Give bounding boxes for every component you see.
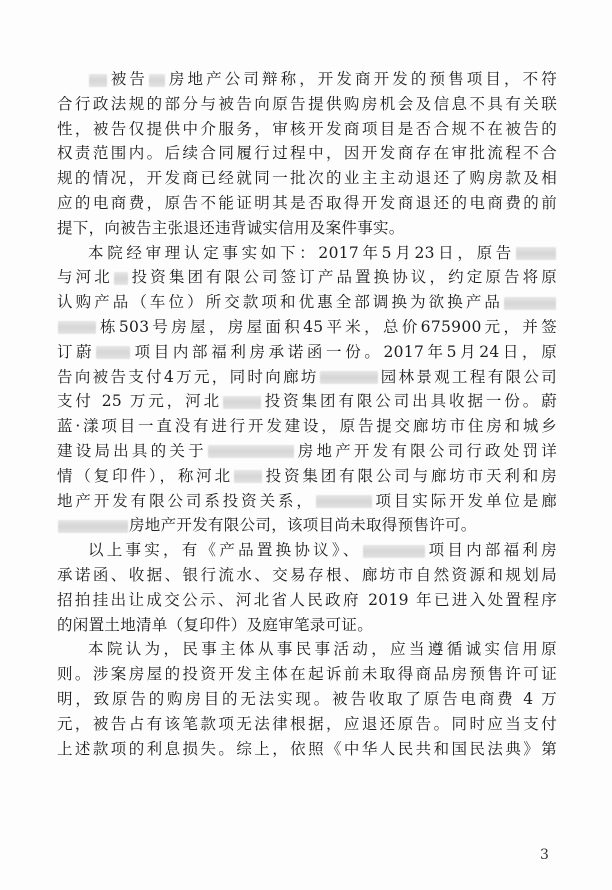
text-segment: 本院认为，民事主体从事民事活动，应当遵循诚实信用原 bbox=[88, 640, 557, 659]
redaction-mark bbox=[89, 74, 107, 87]
text-segment: 建设局出具的关于 bbox=[57, 441, 207, 460]
text-segment: 情（复印件），称河北 bbox=[57, 466, 233, 485]
redaction-mark bbox=[316, 495, 372, 508]
redaction-mark bbox=[58, 520, 128, 533]
judgment-body bbox=[57, 67, 557, 761]
text-line bbox=[57, 513, 557, 538]
redaction-mark bbox=[234, 470, 262, 483]
redaction-mark bbox=[96, 346, 130, 359]
text-line bbox=[57, 489, 557, 514]
text-segment: 的闲置土地清单（复印件）及庭审笔录可证。 bbox=[57, 615, 374, 634]
text-segment: 认购产品（车位）所交款项和优惠全部调换为欲换产品 bbox=[57, 293, 503, 312]
redaction-mark bbox=[58, 321, 96, 334]
text-line bbox=[57, 687, 557, 712]
text-line bbox=[57, 117, 557, 142]
text-segment: 规的情况，开发商已经就同一批次的业主主动退还了购房款及相 bbox=[57, 169, 557, 188]
text-line bbox=[57, 67, 557, 92]
text-line bbox=[57, 141, 557, 166]
text-segment: 承诺函、收据、银行流水、交易存根、廊坊市自然资源和规划局 bbox=[57, 565, 557, 584]
text-line bbox=[57, 315, 557, 340]
redaction-mark bbox=[320, 371, 378, 384]
text-line bbox=[57, 365, 557, 390]
paragraph-court-findings bbox=[57, 241, 557, 539]
text-segment: 招拍挂出让成交公示、河北省人民政府 2019 年已进入处置程序 bbox=[57, 590, 557, 609]
text-segment: 被告 bbox=[108, 70, 149, 88]
text-segment: 性，被告仅提供中介服务，审核开发商项目是否合规不在被告的 bbox=[57, 119, 557, 138]
text-line bbox=[57, 637, 557, 662]
text-segment: 房地产公司辩称，开发商开发的预售项目，不符 bbox=[166, 70, 557, 88]
paragraph-defendant-argument bbox=[57, 67, 557, 241]
text-line bbox=[57, 389, 557, 414]
redaction-mark bbox=[504, 297, 556, 310]
text-line bbox=[57, 662, 557, 687]
text-line bbox=[57, 712, 557, 737]
text-segment: 项目内部福利房承诺函一份。2017年5月24日，原 bbox=[131, 342, 557, 361]
text-segment: 元，被告占有该笔款项无法律根据，应退还原告。同时应当支付 bbox=[57, 714, 557, 733]
text-segment: 应的电商费，原告不能证明其是否取得开发商退还的电商费的前 bbox=[57, 193, 557, 212]
text-line bbox=[57, 216, 557, 241]
text-line bbox=[57, 241, 557, 266]
text-segment: 合行政法规的部分与被告向原告提供购房机会及信息不具有关联 bbox=[57, 94, 557, 113]
text-line bbox=[57, 414, 557, 439]
page-number: 3 bbox=[540, 847, 549, 863]
text-segment: 项目实际开发单位是廊 bbox=[372, 491, 557, 510]
text-segment: 园林景观工程有限公司 bbox=[378, 367, 557, 386]
text-line bbox=[57, 92, 557, 117]
redaction-mark bbox=[223, 396, 261, 409]
text-segment: 栋503号房屋，房屋面积45平米，总价675900元，并签 bbox=[97, 317, 557, 336]
text-segment: 支付 25 万元，河北 bbox=[57, 392, 223, 411]
paragraph-court-opinion bbox=[57, 637, 557, 761]
text-segment: 权责范围内。后续合同履行过程中，因开发商存在审批流程不合 bbox=[57, 144, 557, 163]
text-line bbox=[57, 613, 557, 638]
text-segment: 房地产开发有限公司，该项目尚未取得预售许可。 bbox=[129, 516, 477, 535]
text-segment: 则。涉案房屋的投资开发主体在起诉前未取得商品房预售许可证 bbox=[57, 665, 557, 684]
text-line bbox=[57, 538, 557, 563]
redaction-mark bbox=[114, 272, 128, 285]
text-segment: 投资集团有限公司与廊坊市天利和房 bbox=[263, 466, 557, 485]
text-segment: 告向被告支付4万元，同时向廊坊 bbox=[57, 367, 319, 386]
text-line bbox=[57, 340, 557, 365]
text-segment: 以上事实，有《产品置换协议》、 bbox=[88, 541, 362, 560]
text-line bbox=[57, 191, 557, 216]
text-segment: 与河北 bbox=[57, 268, 113, 287]
text-line bbox=[57, 290, 557, 315]
text-segment: 明，致原告的购房目的无法实现。被告收取了原告电商费 4 万 bbox=[57, 689, 557, 708]
text-line bbox=[57, 588, 557, 613]
text-segment: 地产开发有限公司系投资关系， bbox=[57, 491, 315, 510]
redaction-mark bbox=[208, 445, 294, 458]
text-segment: 蓝·漾项目一直没有进行开发建设，原告提交廊坊市住房和城乡 bbox=[57, 417, 557, 436]
redaction-mark bbox=[363, 545, 425, 558]
text-segment: 上述款项的利息损失。综上，依照《中华人民共和国民法典》第 bbox=[57, 739, 557, 758]
text-line bbox=[57, 563, 557, 588]
text-segment: 本院经审理认定事实如下：2017年5月23日，原告 bbox=[88, 243, 515, 262]
text-segment: 订蔚 bbox=[57, 342, 96, 361]
text-line bbox=[57, 265, 557, 290]
redaction-mark bbox=[149, 74, 165, 87]
text-segment: 投资集团有限公司签订产品置换协议，约定原告将原 bbox=[128, 268, 557, 287]
text-segment: 项目内部福利房 bbox=[425, 541, 557, 560]
text-line bbox=[57, 166, 557, 191]
text-line bbox=[57, 439, 557, 464]
text-line bbox=[57, 464, 557, 489]
redaction-mark bbox=[516, 247, 556, 260]
text-line bbox=[57, 737, 557, 762]
text-segment: 提下，向被告主张退还违背诚实信用及案件事实。 bbox=[57, 218, 405, 237]
text-segment: 投资集团有限公司出具收据一份。蔚 bbox=[262, 392, 557, 411]
paragraph-evidence-list bbox=[57, 538, 557, 637]
text-segment: 房地产开发有限公司行政处罚详 bbox=[294, 441, 557, 460]
